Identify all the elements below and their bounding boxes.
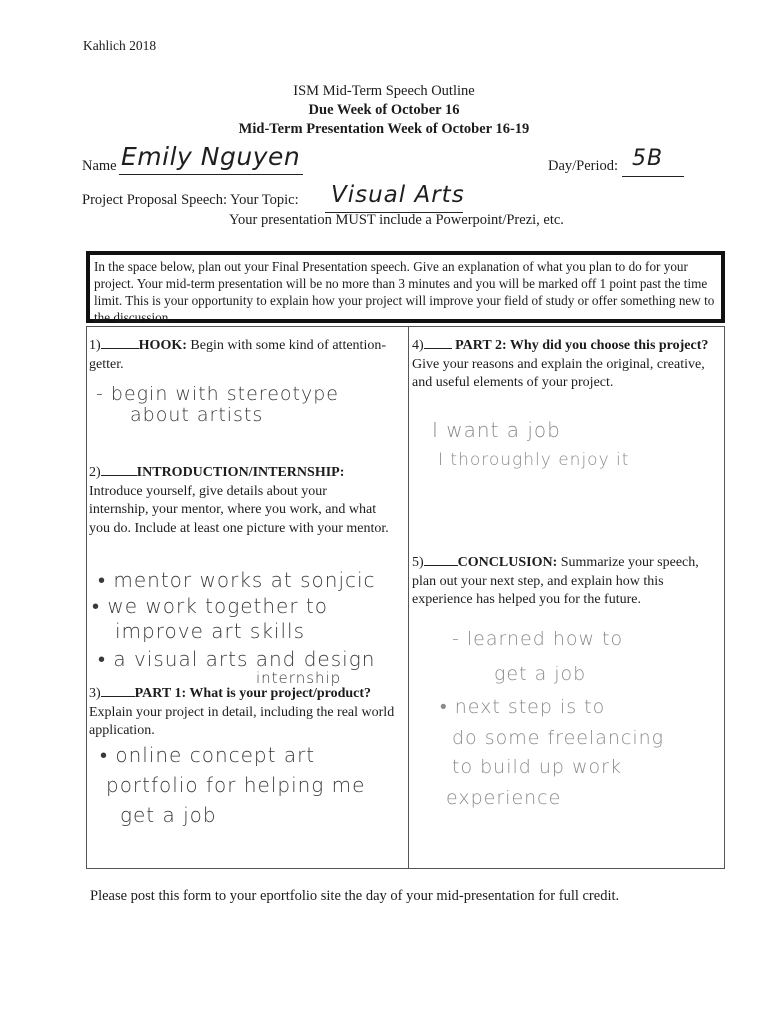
part2-answer-line-1: I want a job [432, 418, 561, 442]
section-conclusion [412, 553, 722, 610]
intro-answer-line-3: improve art skills [115, 619, 306, 643]
section-intro-prompt: Introduce yourself, give details about your internship, your mentor, where you work, and what you do. Include at least one picture with your mentor. [89, 483, 389, 536]
section-hook-prompt: Begin with some kind of attention-getter. [89, 338, 386, 372]
day-period-field[interactable] [622, 146, 684, 177]
conclusion-answer-line-5: to build up work [452, 756, 622, 778]
section-intro-check[interactable] [101, 463, 137, 476]
section-part1-number: 3) [89, 686, 101, 701]
conclusion-answer-line-1: - learned how to [452, 628, 624, 650]
section-conclusion-title: CONCLUSION: [457, 555, 558, 570]
day-period-label: Day/Period: [548, 158, 619, 174]
section-conclusion-prompt: Summarize your speech, plan out your next step, and explain how this experience has helped you for the future. [412, 555, 699, 607]
part1-answer-line-2: portfolio for helping me [106, 773, 366, 797]
presentation-dates: Mid-Term Presentation Week of October 16-19 [238, 121, 530, 137]
section-intro [89, 463, 389, 538]
section-part1-check[interactable] [101, 684, 135, 697]
hook-answer-line-1: - begin with stereotype [96, 383, 339, 405]
column-divider [408, 326, 409, 869]
intro-answer-line-5: internship [256, 669, 342, 687]
topic-label: Project Proposal Speech: Your Topic: [82, 192, 299, 208]
section-part2-number: 4) [412, 338, 424, 353]
section-hook-check[interactable] [101, 336, 139, 349]
name-value: Emily Nguyen [121, 142, 301, 171]
form-title: ISM Mid-Term Speech Outline [293, 83, 475, 99]
topic-field[interactable] [325, 182, 465, 213]
topic-value: Visual Arts [331, 182, 465, 208]
section-part2-check[interactable] [424, 336, 452, 349]
part1-answer-line-1: • online concept art [100, 743, 316, 767]
conclusion-answer-line-6: experience [446, 787, 562, 809]
presentation-requirement: Your presentation MUST include a Powerpoint/Prezi, etc. [229, 212, 564, 228]
section-hook-number: 1) [89, 338, 101, 353]
name-field[interactable] [119, 142, 303, 175]
name-label: Name [82, 158, 117, 174]
instructions-text: In the space below, plan out your Final Presentation speech. Give an explanation of what you plan to do for your project. Your mid-term presentation will be no more than 3 minutes and you will be marked off 1 point past the time limit. This is your opportunity to explain how your project will improve your field of study or offer something new to the discussion. [94, 259, 715, 325]
due-date: Due Week of October 16 [308, 102, 460, 118]
instructions-box [86, 251, 725, 323]
part1-answer-line-3: get a job [120, 803, 217, 827]
author-year: Kahlich 2018 [83, 38, 157, 53]
section-hook [89, 336, 401, 374]
section-hook-title: HOOK: [138, 338, 187, 353]
intro-answer-line-4: • a visual arts and design [98, 647, 376, 671]
day-period-value: 5B [632, 146, 664, 171]
section-part2-prompt: Give your reasons and explain the original, creative, and useful elements of your project. [412, 356, 705, 390]
section-conclusion-check[interactable] [424, 553, 458, 566]
conclusion-answer-line-2: get a job [494, 663, 587, 685]
section-part2-title: PART 2: Why did you choose this project? [455, 338, 709, 353]
footer-note: Please post this form to your eportfolio site the day of your mid-presentation for full credit. [90, 888, 620, 904]
conclusion-answer-line-3: • next step is to [440, 696, 606, 718]
conclusion-answer-line-4: do some freelancing [452, 727, 665, 749]
hook-answer-line-2: about artists [130, 404, 264, 426]
section-conclusion-number: 5) [412, 555, 424, 570]
section-part1-prompt: Explain your project in detail, including the real world application. [89, 704, 395, 738]
section-intro-number: 2) [89, 465, 101, 480]
section-part1 [89, 684, 404, 741]
intro-answer-line-2: • we work together to [92, 594, 328, 618]
section-part2 [412, 336, 722, 393]
part2-answer-line-2: I thoroughly enjoy it [438, 450, 630, 470]
section-part1-title: PART 1: What is your project/product? [134, 686, 372, 701]
intro-answer-line-1: • mentor works at sonjcic [98, 568, 376, 592]
section-intro-title: INTRODUCTION/INTERNSHIP: [136, 465, 345, 480]
